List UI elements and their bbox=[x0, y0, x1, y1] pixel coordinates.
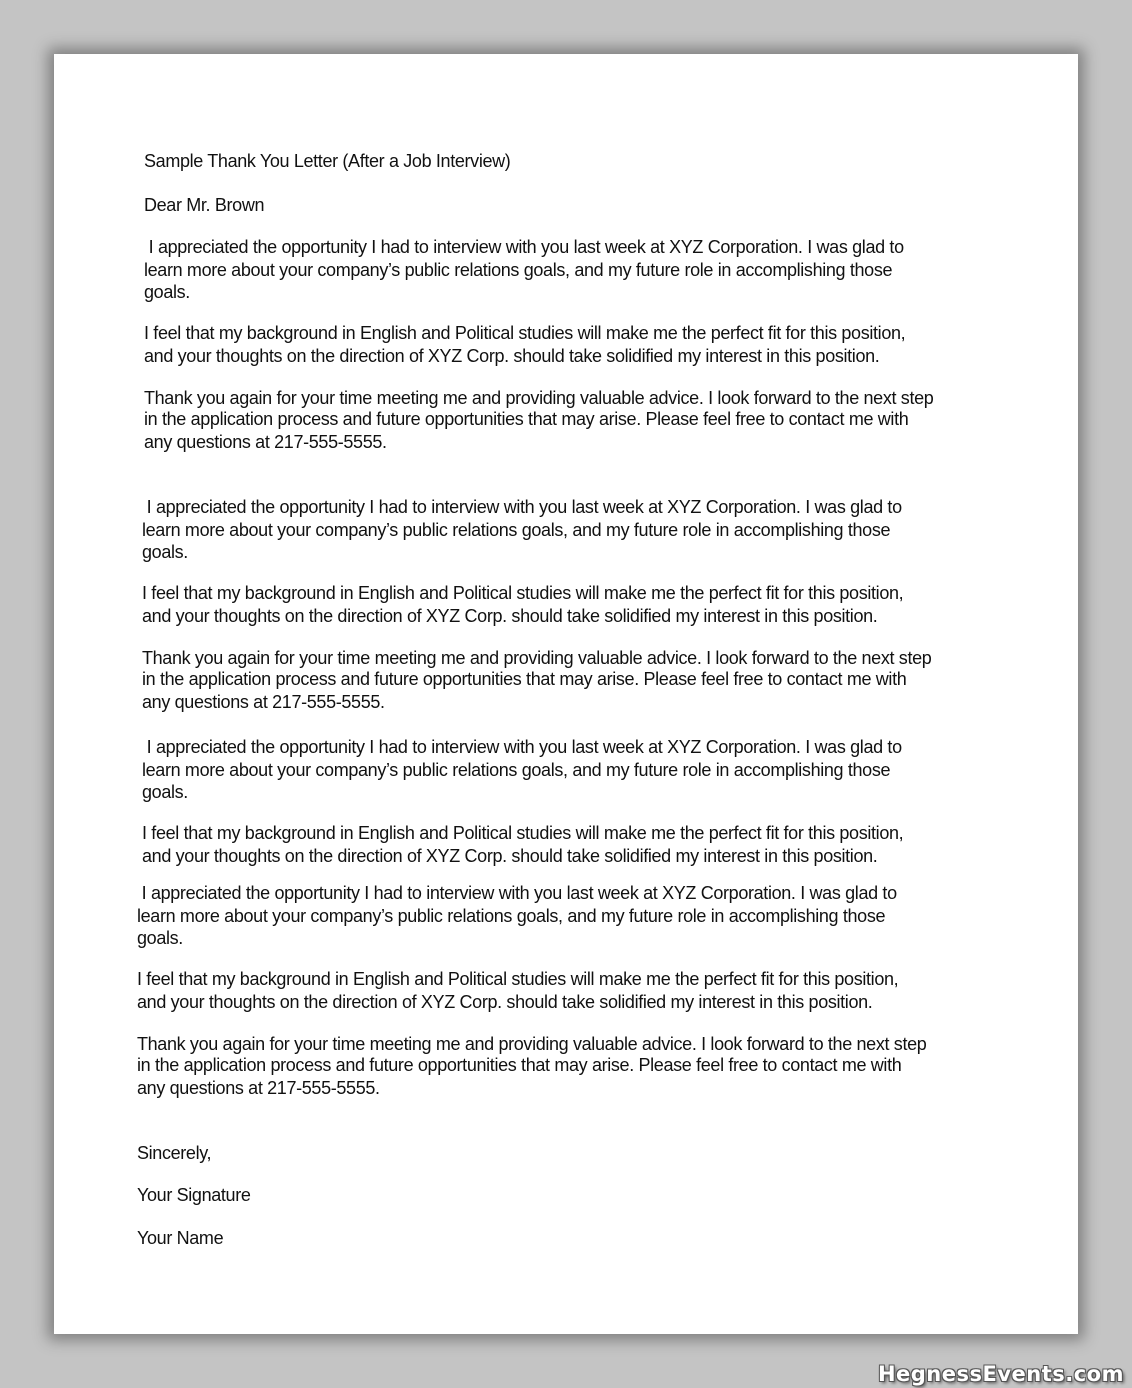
paragraph-line: goals. bbox=[144, 282, 190, 302]
paragraph-line: and your thoughts on the direction of XYZ Corp. should take solidified my interest in this position. bbox=[142, 846, 878, 866]
closing: Sincerely, bbox=[137, 1143, 212, 1163]
letter-title: Sample Thank You Letter (After a Job Interview) bbox=[144, 151, 511, 171]
paragraph-line: and your thoughts on the direction of XYZ Corp. should take solidified my interest in this position. bbox=[144, 346, 880, 366]
paragraph-line: and your thoughts on the direction of XYZ Corp. should take solidified my interest in this position. bbox=[137, 992, 873, 1012]
paragraph-line: I feel that my background in English and Political studies will make me the perfect fit for this position, bbox=[142, 823, 904, 843]
salutation: Dear Mr. Brown bbox=[144, 195, 265, 215]
sender-name: Your Name bbox=[137, 1228, 224, 1248]
paragraph-line: I appreciated the opportunity I had to interview with you last week at XYZ Corporation. I was glad to bbox=[142, 737, 902, 757]
paragraph-line: Thank you again for your time meeting me and providing valuable advice. I look forward to the next step bbox=[137, 1034, 927, 1054]
paragraph-line: learn more about your company’s public relations goals, and my future role in accomplishing those bbox=[144, 260, 893, 280]
paragraph-line: learn more about your company’s public relations goals, and my future role in accomplishing those bbox=[137, 906, 886, 926]
watermark: HegnessEvents.com bbox=[877, 1362, 1124, 1386]
paragraph-line: learn more about your company’s public relations goals, and my future role in accomplishing those bbox=[142, 760, 891, 780]
paragraph-line: in the application process and future opportunities that may arise. Please feel free to contact me with bbox=[144, 409, 909, 429]
paragraph-line: goals. bbox=[142, 542, 188, 562]
paragraph-line: goals. bbox=[137, 928, 183, 948]
paragraph-line: any questions at 217-555-5555. bbox=[137, 1078, 380, 1098]
paragraph-line: I feel that my background in English and Political studies will make me the perfect fit for this position, bbox=[137, 969, 899, 989]
paragraph-line: Thank you again for your time meeting me and providing valuable advice. I look forward to the next step bbox=[142, 648, 932, 668]
paragraph-line: goals. bbox=[142, 782, 188, 802]
signature: Your Signature bbox=[137, 1185, 251, 1205]
paragraph-line: I appreciated the opportunity I had to interview with you last week at XYZ Corporation. I was glad to bbox=[142, 497, 902, 517]
paragraph-line: in the application process and future opportunities that may arise. Please feel free to contact me with bbox=[137, 1055, 902, 1075]
paragraph-line: any questions at 217-555-5555. bbox=[144, 432, 387, 452]
paragraph-line: in the application process and future opportunities that may arise. Please feel free to contact me with bbox=[142, 669, 907, 689]
paragraph-line: I appreciated the opportunity I had to interview with you last week at XYZ Corporation. I was glad to bbox=[137, 883, 897, 903]
paragraph-line: I feel that my background in English and Political studies will make me the perfect fit for this position, bbox=[144, 323, 906, 343]
document-page bbox=[54, 54, 1078, 1334]
paragraph-line: and your thoughts on the direction of XYZ Corp. should take solidified my interest in this position. bbox=[142, 606, 878, 626]
paragraph-line: I appreciated the opportunity I had to interview with you last week at XYZ Corporation. I was glad to bbox=[144, 237, 904, 257]
paragraph-line: I feel that my background in English and Political studies will make me the perfect fit for this position, bbox=[142, 583, 904, 603]
paragraph-line: any questions at 217-555-5555. bbox=[142, 692, 385, 712]
paragraph-line: Thank you again for your time meeting me and providing valuable advice. I look forward to the next step bbox=[144, 388, 934, 408]
paragraph-line: learn more about your company’s public relations goals, and my future role in accomplishing those bbox=[142, 520, 891, 540]
